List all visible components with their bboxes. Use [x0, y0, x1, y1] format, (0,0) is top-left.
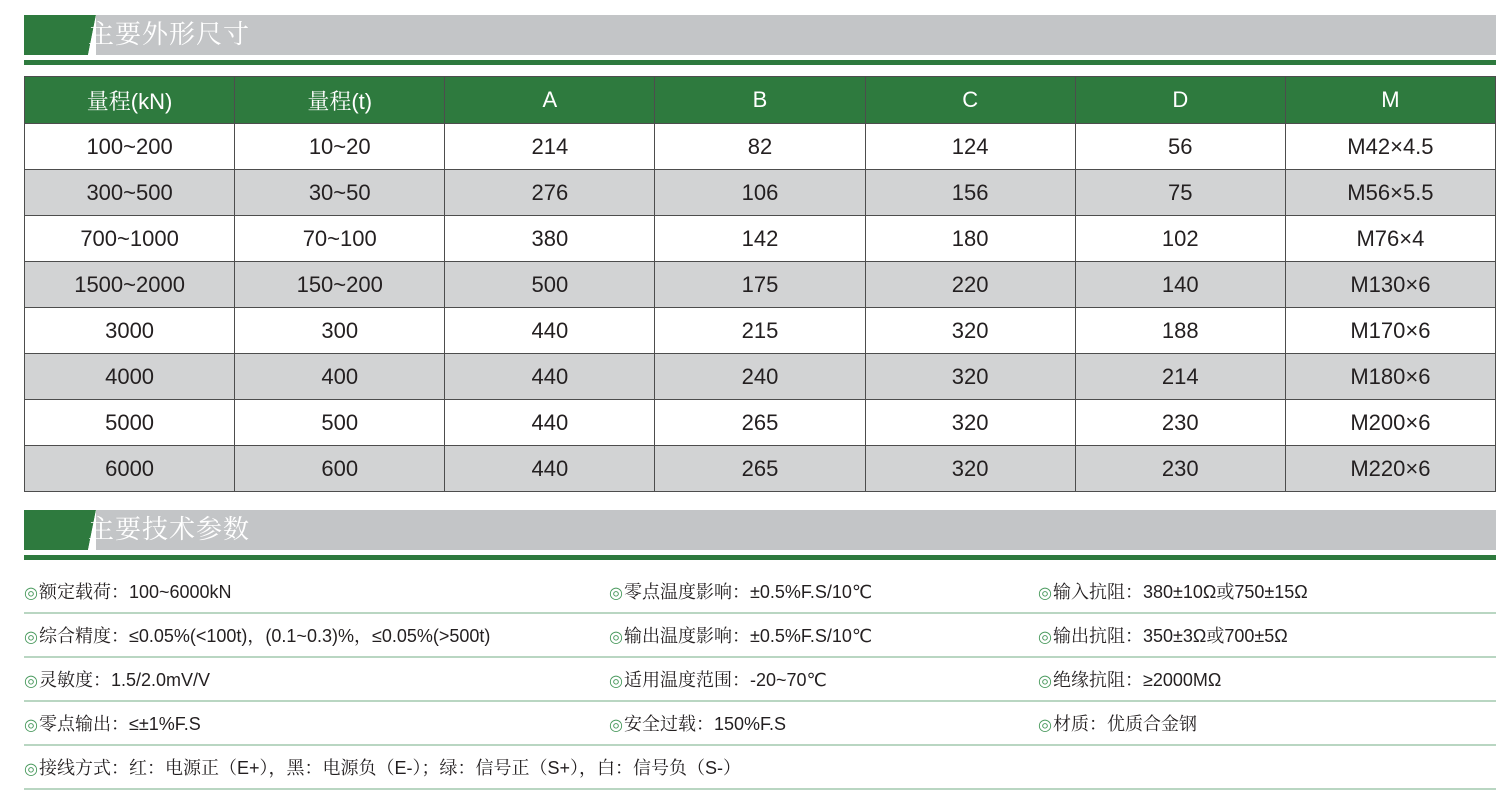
table-cell: 214: [1075, 354, 1285, 400]
param-item: [1038, 570, 1308, 612]
table-cell: 156: [865, 170, 1075, 216]
param-text: 零点温度影响：±0.5%F.S/10℃: [623, 582, 873, 602]
bullet-icon: ◎: [1038, 673, 1052, 690]
param-text: 零点输出：≤±1%F.S: [38, 714, 201, 734]
table-cell: M200×6: [1285, 400, 1495, 446]
table-cell: 265: [655, 446, 865, 492]
table-cell: 175: [655, 262, 865, 308]
col-header-b: B: [655, 77, 865, 124]
table-cell: 320: [865, 446, 1075, 492]
table-cell: M130×6: [1285, 262, 1495, 308]
bullet-icon: ◎: [24, 717, 38, 734]
param-item: [24, 614, 490, 656]
table-cell: 180: [865, 216, 1075, 262]
table-cell: 230: [1075, 446, 1285, 492]
col-header-range-t: 量程(t): [235, 77, 445, 124]
table-cell: 440: [445, 308, 655, 354]
table-cell: 30~50: [235, 170, 445, 216]
table-row: [25, 262, 1496, 308]
section-title: 主要外形尺寸: [88, 20, 251, 50]
col-header-a: A: [445, 77, 655, 124]
table-cell: 240: [655, 354, 865, 400]
table-cell: 142: [655, 216, 865, 262]
param-text: 额定载荷：100~6000kN: [38, 582, 232, 602]
header-accent: [24, 510, 96, 550]
table-row: [25, 446, 1496, 492]
bullet-icon: ◎: [24, 673, 38, 690]
param-row: [24, 658, 1496, 702]
param-item: [24, 658, 210, 700]
table-row: [25, 308, 1496, 354]
param-item: [609, 658, 827, 700]
table-row: [25, 124, 1496, 170]
param-item: [24, 702, 201, 744]
table-cell: 380: [445, 216, 655, 262]
param-text: 综合精度：≤0.05%(<100t)，(0.1~0.3)%，≤0.05%(>500t): [38, 626, 491, 646]
table-cell: 440: [445, 400, 655, 446]
table-cell: 440: [445, 354, 655, 400]
param-text: 绝缘抗阻：≥2000MΩ: [1052, 670, 1222, 690]
header-accent: [24, 15, 96, 55]
bullet-icon: ◎: [24, 761, 38, 778]
table-row: [25, 400, 1496, 446]
table-cell: 4000: [25, 354, 235, 400]
bullet-icon: ◎: [609, 585, 623, 602]
col-header-c: C: [865, 77, 1075, 124]
table-cell: 500: [235, 400, 445, 446]
header-rule: [24, 60, 1496, 65]
param-item: [1038, 658, 1221, 700]
table-cell: 276: [445, 170, 655, 216]
section-header-dimensions: [24, 15, 1496, 55]
table-cell: 124: [865, 124, 1075, 170]
table-cell: 6000: [25, 446, 235, 492]
table-cell: 400: [235, 354, 445, 400]
table-row: [25, 354, 1496, 400]
bullet-icon: ◎: [24, 629, 38, 646]
table-cell: 214: [445, 124, 655, 170]
bullet-icon: ◎: [609, 717, 623, 734]
param-text: 安全过载：150%F.S: [623, 714, 787, 734]
param-text: 接线方式：红：电源正（E+），黑：电源负（E-）；绿：信号正（S+），白：信号负（S-）: [38, 758, 742, 778]
param-text: 灵敏度：1.5/2.0mV/V: [38, 670, 211, 690]
param-row: [24, 614, 1496, 658]
bullet-icon: ◎: [609, 673, 623, 690]
param-item: [1038, 614, 1288, 656]
table-cell: 500: [445, 262, 655, 308]
bullet-icon: ◎: [609, 629, 623, 646]
table-cell: 188: [1075, 308, 1285, 354]
table-cell: 700~1000: [25, 216, 235, 262]
section-title: 主要技术参数: [88, 515, 251, 545]
table-cell: 3000: [25, 308, 235, 354]
param-text: 适用温度范围：-20~70℃: [623, 670, 827, 690]
table-cell: 320: [865, 354, 1075, 400]
bullet-icon: ◎: [1038, 585, 1052, 602]
table-cell: 215: [655, 308, 865, 354]
table-cell: 10~20: [235, 124, 445, 170]
table-cell: 75: [1075, 170, 1285, 216]
table-row: [25, 216, 1496, 262]
table-cell: 265: [655, 400, 865, 446]
table-cell: 300: [235, 308, 445, 354]
param-text: 输出抗阻：350±3Ω或700±5Ω: [1052, 626, 1288, 646]
param-item: [609, 702, 786, 744]
table-cell: 320: [865, 308, 1075, 354]
table-cell: 300~500: [25, 170, 235, 216]
table-cell: M170×6: [1285, 308, 1495, 354]
section-header-specs: [24, 510, 1496, 550]
param-item: [24, 570, 232, 612]
table-cell: 230: [1075, 400, 1285, 446]
header-rule: [24, 555, 1496, 560]
table-cell: M42×4.5: [1285, 124, 1495, 170]
table-row: [25, 170, 1496, 216]
bullet-icon: ◎: [1038, 629, 1052, 646]
table-header-row: [25, 77, 1496, 124]
table-cell: 70~100: [235, 216, 445, 262]
bullet-icon: ◎: [24, 585, 38, 602]
param-text: 材质：优质合金钢: [1052, 714, 1197, 734]
table-cell: M76×4: [1285, 216, 1495, 262]
param-item: [1038, 702, 1197, 744]
table-cell: 140: [1075, 262, 1285, 308]
spec-parameters: [24, 570, 1496, 790]
param-row: [24, 570, 1496, 614]
param-row: [24, 702, 1496, 746]
param-item: [24, 746, 741, 788]
param-row: [24, 746, 1496, 790]
table-cell: 320: [865, 400, 1075, 446]
table-cell: M56×5.5: [1285, 170, 1495, 216]
param-item: [609, 570, 872, 612]
table-cell: 100~200: [25, 124, 235, 170]
col-header-m: M: [1285, 77, 1495, 124]
dimensions-table: [24, 76, 1496, 492]
col-header-range-kn: 量程(kN): [25, 77, 235, 124]
table-cell: 440: [445, 446, 655, 492]
col-header-d: D: [1075, 77, 1285, 124]
bullet-icon: ◎: [1038, 717, 1052, 734]
table-cell: 106: [655, 170, 865, 216]
table-cell: 82: [655, 124, 865, 170]
table-cell: 102: [1075, 216, 1285, 262]
param-item: [609, 614, 872, 656]
param-text: 输入抗阻：380±10Ω或750±15Ω: [1052, 582, 1308, 602]
table-cell: M220×6: [1285, 446, 1495, 492]
table-cell: M180×6: [1285, 354, 1495, 400]
table-cell: 56: [1075, 124, 1285, 170]
table-cell: 600: [235, 446, 445, 492]
table-cell: 150~200: [235, 262, 445, 308]
table-cell: 220: [865, 262, 1075, 308]
table-cell: 1500~2000: [25, 262, 235, 308]
table-cell: 5000: [25, 400, 235, 446]
param-text: 输出温度影响：±0.5%F.S/10℃: [623, 626, 873, 646]
